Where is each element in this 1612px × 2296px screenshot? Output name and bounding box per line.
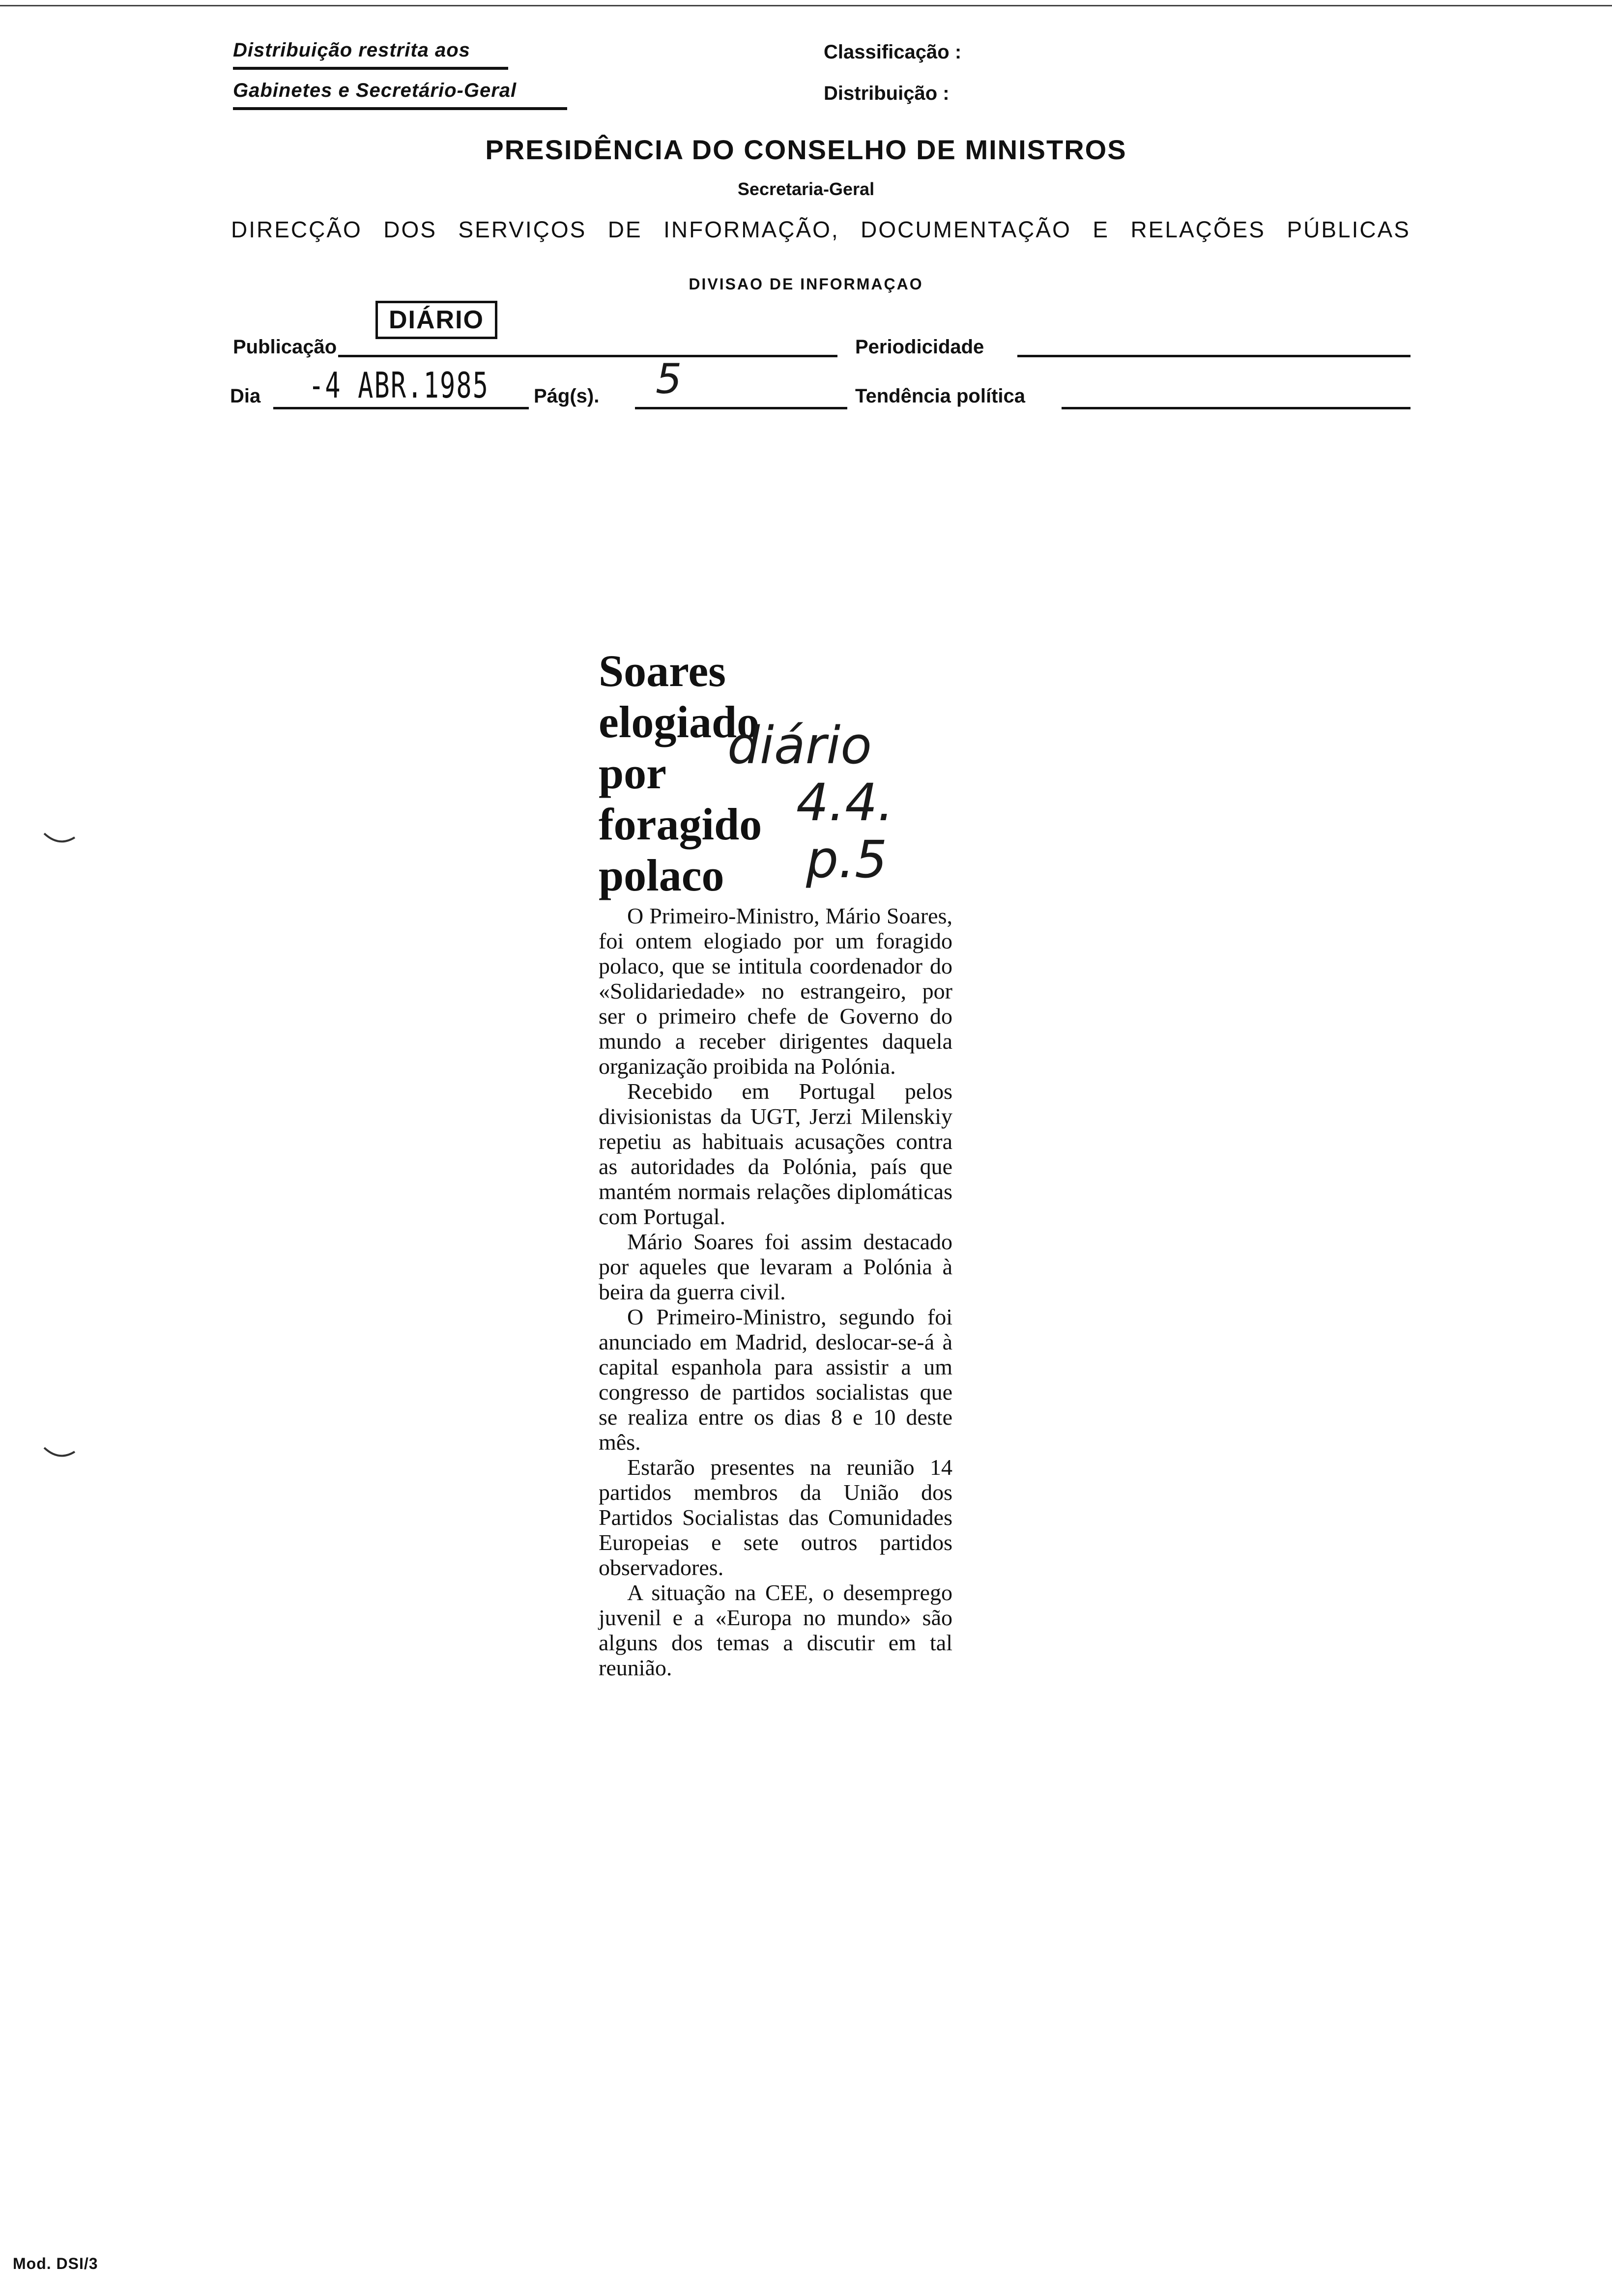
distribution-rule-1 xyxy=(233,67,508,70)
article-paragraph: Mário Soares foi assim destacado por aqueles que levaram a Polónia à beira da guerra civil. xyxy=(599,1229,952,1304)
directorate-word: DOS xyxy=(383,217,437,242)
distribution-line-1: Distribuição restrita aos xyxy=(233,39,470,61)
article-body xyxy=(599,903,952,1680)
directorate-line xyxy=(231,216,1410,243)
publicacao-fill-line xyxy=(338,355,837,357)
handwritten-note-date: 4.4. xyxy=(796,773,894,832)
distribution-line-2: Gabinetes e Secretário-Geral xyxy=(233,80,517,101)
tendencia-label: Tendência política xyxy=(855,385,1025,407)
periodicidade-fill-line xyxy=(1017,355,1410,357)
top-border-line xyxy=(0,5,1612,6)
distribuicao-label: Distribuição : xyxy=(824,83,950,104)
handwritten-note-page: p.5 xyxy=(806,830,888,890)
division-label: DIVISAO DE INFORMAÇAO xyxy=(689,275,923,293)
article-title-line: polaco xyxy=(599,850,724,900)
article-paragraph: A situação na CEE, o desemprego juvenil e a «Europa no mundo» são alguns dos temas a discutir em tal reunião. xyxy=(599,1580,952,1680)
directorate-word: DOCUMENTAÇÃO xyxy=(861,217,1071,242)
organization-subtitle: Secretaria-Geral xyxy=(737,179,875,199)
punch-hole-mark-bottom xyxy=(42,1445,77,1464)
publicacao-stamp: DIÁRIO xyxy=(375,301,497,339)
organization-title: PRESIDÊNCIA DO CONSELHO DE MINISTROS xyxy=(485,134,1127,165)
article-paragraph: Estarão presentes na reunião 14 partidos membros da União dos Partidos Socialistas das Comunidades Europeias e sete outros partidos observadores. xyxy=(599,1455,952,1580)
dia-fill-line xyxy=(273,407,529,409)
distribution-rule-2 xyxy=(233,107,567,110)
directorate-word: PÚBLICAS xyxy=(1287,217,1410,242)
directorate-word: RELAÇÕES xyxy=(1130,217,1266,242)
punch-hole-mark-top xyxy=(42,831,77,850)
directorate-word: E xyxy=(1093,217,1109,242)
article-title-line: Soares xyxy=(599,646,726,696)
article-title-line: foragido xyxy=(599,799,762,849)
directorate-word: SERVIÇOS xyxy=(458,217,587,242)
handwritten-note-publication: diário xyxy=(727,716,872,775)
article-paragraph: O Primeiro-Ministro, segundo foi anunciado em Madrid, deslocar-se-á à capital espanhola para assistir a um congresso de partidos socialistas que se realiza entre os dias 8 e 10 deste mês. xyxy=(599,1304,952,1455)
directorate-word: DE xyxy=(607,217,642,242)
pags-fill-line xyxy=(635,407,847,409)
pags-label: Pág(s). xyxy=(534,385,600,407)
article-paragraph: O Primeiro-Ministro, Mário Soares, foi ontem elogiado por um foragido polaco, que se intitula coordenador do «Solidariedade» no estrangeiro, por ser o primeiro chefe de Governo do mundo a receber dirigentes daquela organização proibida na Polónia. xyxy=(599,903,952,1079)
article-paragraph: Recebido em Portugal pelos divisionistas da UGT, Jerzi Milenskiy repetiu as habituais acusações contra as autoridades da Polónia, país que mantém normais relações diplomáticas com Portugal. xyxy=(599,1079,952,1229)
article-title-line: elogiado xyxy=(599,697,760,747)
directorate-word: DIRECÇÃO xyxy=(231,217,362,242)
dia-label: Dia xyxy=(230,385,261,407)
pages-handwritten-value: 5 xyxy=(656,355,682,403)
form-code: Mod. DSI/3 xyxy=(13,2255,98,2272)
classificacao-label: Classificação : xyxy=(824,41,962,63)
date-stamp: -4 ABR.1985 xyxy=(309,365,489,406)
article-title-line: por xyxy=(599,748,666,798)
tendencia-fill-line xyxy=(1062,407,1410,409)
publicacao-label: Publicação xyxy=(233,336,337,358)
directorate-word: INFORMAÇÃO, xyxy=(663,217,839,242)
periodicidade-label: Periodicidade xyxy=(855,336,984,358)
